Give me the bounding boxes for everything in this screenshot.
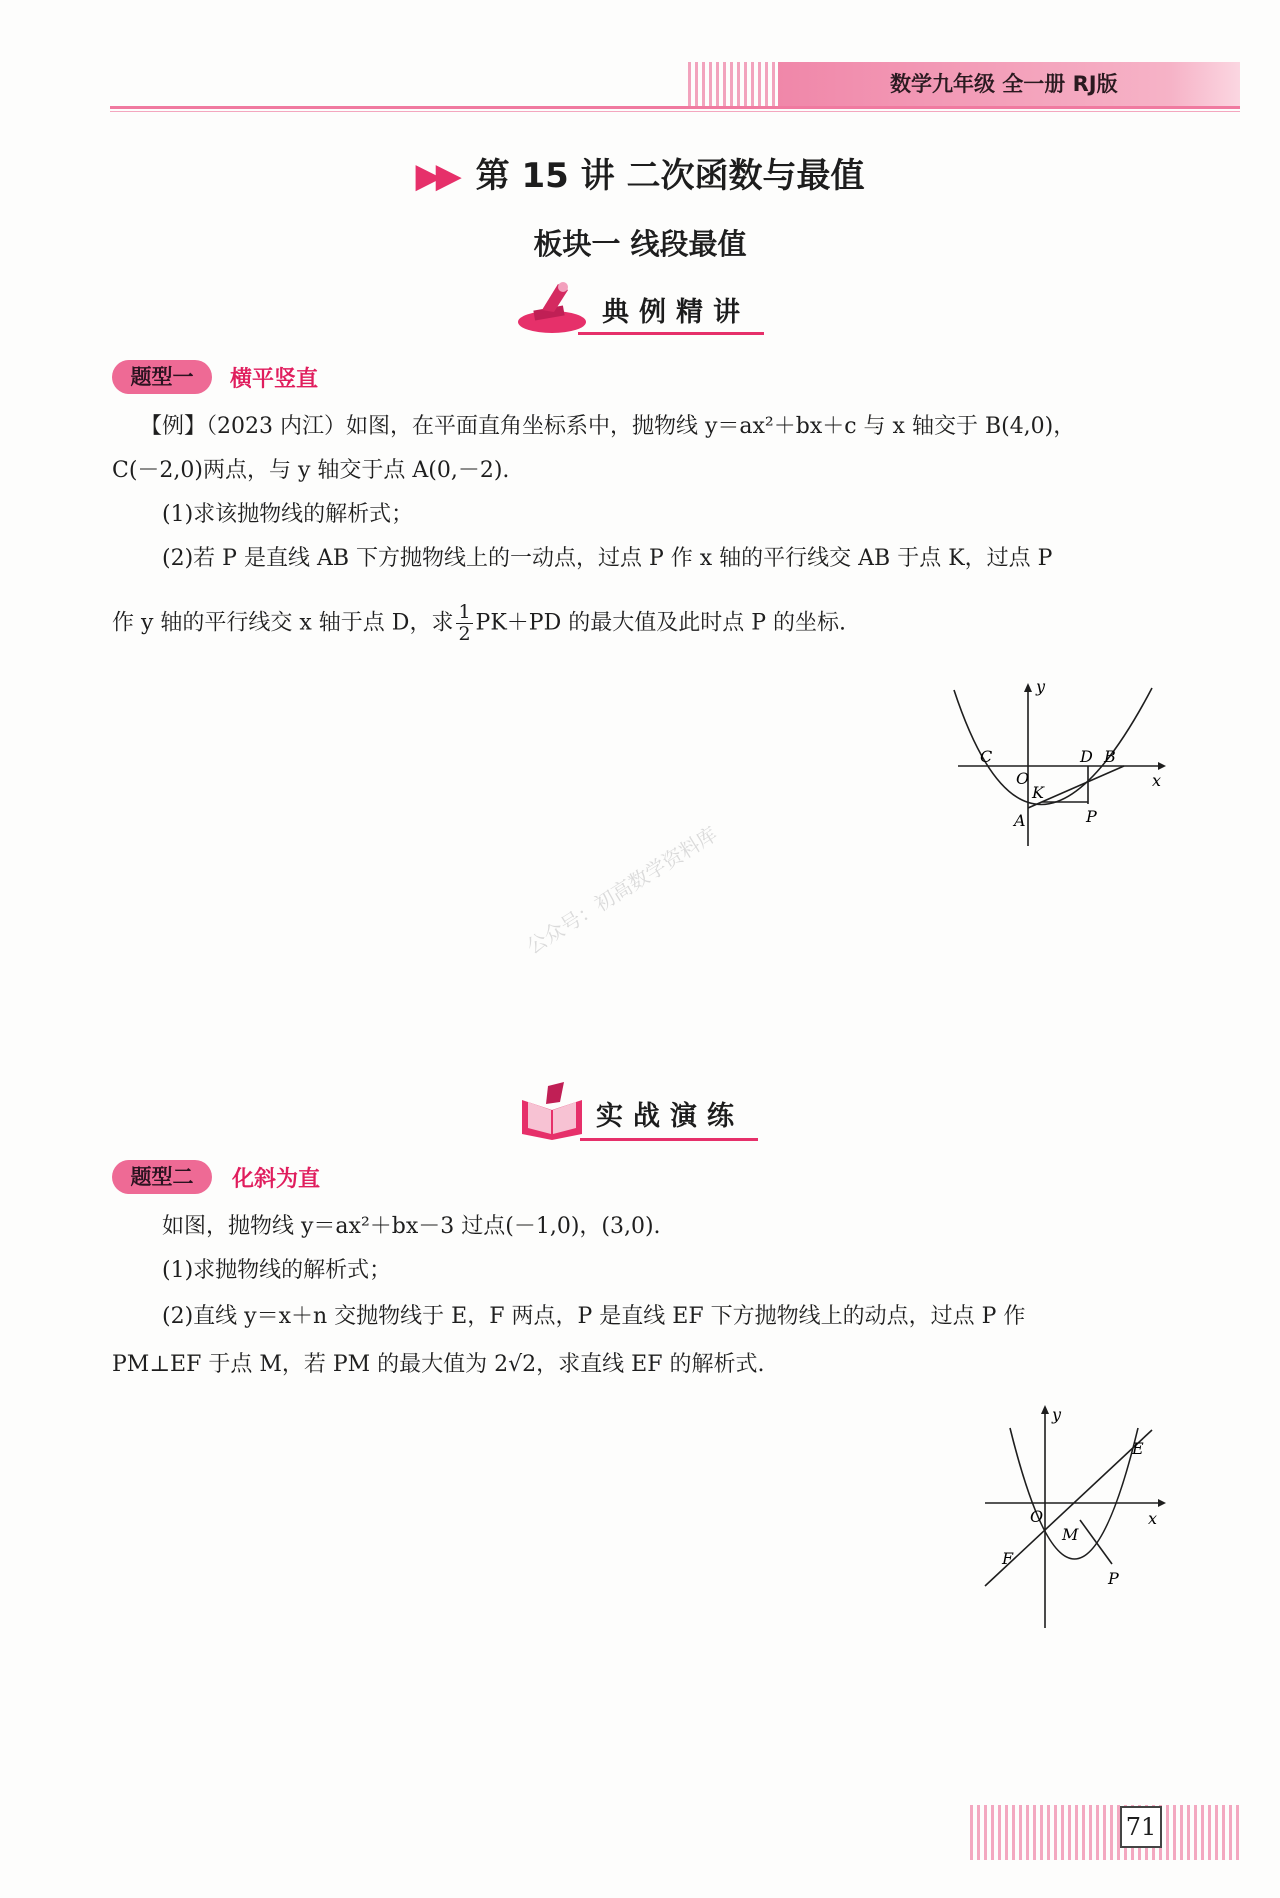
figure-parabola-2 — [980, 1400, 1180, 1630]
lecture-title — [0, 148, 1280, 197]
label-e: E — [1132, 1439, 1144, 1458]
example-question-1: (1)求该抛物线的解析式； — [162, 502, 414, 527]
practice-question-1: (1)求抛物线的解析式； — [162, 1258, 392, 1283]
practice-question-2-line-1: (2)直线 y＝x＋n 交抛物线于 E，F 两点，P 是直线 EF 下方抛物线上的动点，过点 P 作 — [162, 1304, 1026, 1329]
double-arrow-icon: ▶▶ — [415, 156, 456, 196]
figure-parabola-1 — [940, 678, 1170, 848]
header-rule-thin — [110, 111, 1240, 112]
label-y: y — [1052, 1405, 1062, 1424]
label-f: F — [1002, 1549, 1014, 1568]
practice-question-2-line-2: PM⊥EF 于点 M，若 PM 的最大值为 2√2，求直线 EF 的解析式. — [112, 1352, 765, 1377]
banner-underline — [578, 332, 764, 335]
type-tag-2: 题型二 — [112, 1160, 212, 1194]
label-p: P — [1086, 807, 1097, 826]
type-tag-1: 题型一 — [112, 360, 212, 394]
fraction-denominator: 2 — [458, 623, 471, 645]
page-number: 71 — [1120, 1806, 1162, 1848]
q2-text-post: PK＋PD 的最大值及此时点 P 的坐标. — [475, 610, 847, 636]
x-axis-arrow-icon — [1158, 762, 1166, 770]
label-k: K — [1032, 783, 1044, 802]
label-c: C — [980, 747, 993, 766]
example-line-2: C(－2,0)两点，与 y 轴交于点 A(0,－2). — [112, 458, 510, 483]
banner-title-practice: 实战演练 — [596, 1101, 744, 1132]
label-m: M — [1062, 1525, 1079, 1544]
fraction-numerator: 1 — [458, 601, 471, 623]
lecture-title-text: 第 15 讲 二次函数与最值 — [475, 156, 865, 196]
footer-stripes — [970, 1805, 1240, 1860]
q2-text-pre: 作 y 轴的平行线交 x 轴于点 D，求 — [112, 610, 454, 636]
label-x: x — [1148, 1509, 1158, 1528]
type-title-1: 横平竖直 — [230, 367, 319, 392]
banner-underline-2 — [580, 1138, 758, 1141]
header-rule — [110, 106, 1240, 109]
label-p: P — [1108, 1569, 1119, 1588]
banner-title-examples: 典例精讲 — [602, 297, 750, 328]
x-axis-arrow-icon — [1158, 1499, 1166, 1507]
practice-line-1: 如图，抛物线 y＝ax²＋bx－3 过点(－1,0)，(3,0). — [162, 1214, 661, 1239]
segment-pm — [1080, 1520, 1112, 1564]
label-o: O — [1016, 769, 1030, 788]
watermark: 公众号：初高数学资料库 — [522, 821, 722, 959]
header-stripes — [688, 62, 778, 106]
type-title-2: 化斜为直 — [232, 1167, 321, 1192]
y-axis-arrow-icon — [1024, 683, 1032, 692]
example-question-2-line-2 — [112, 602, 846, 645]
fraction-half — [456, 602, 472, 645]
y-axis-arrow-icon — [1041, 1405, 1049, 1414]
label-y: y — [1036, 678, 1046, 696]
label-b: B — [1104, 747, 1116, 766]
book-label: 数学九年级 全一册 RJ版 — [890, 72, 1118, 96]
example-question-2-line-1: (2)若 P 是直线 AB 下方抛物线上的一动点，过点 P 作 x 轴的平行线交 AB 于点 K，过点 P — [162, 546, 1053, 571]
label-a: A — [1014, 811, 1026, 830]
label-d: D — [1080, 747, 1093, 766]
microscope-icon — [512, 278, 592, 338]
book-icon — [518, 1080, 588, 1142]
example-line-1: 【例】（2023 内江）如图，在平面直角坐标系中，抛物线 y＝ax²＋bx＋c 与 x 轴交于 B(4,0)， — [140, 414, 1076, 439]
label-o: O — [1030, 1507, 1044, 1526]
label-x: x — [1152, 771, 1162, 790]
section-title: 板块一 线段最值 — [533, 227, 747, 261]
